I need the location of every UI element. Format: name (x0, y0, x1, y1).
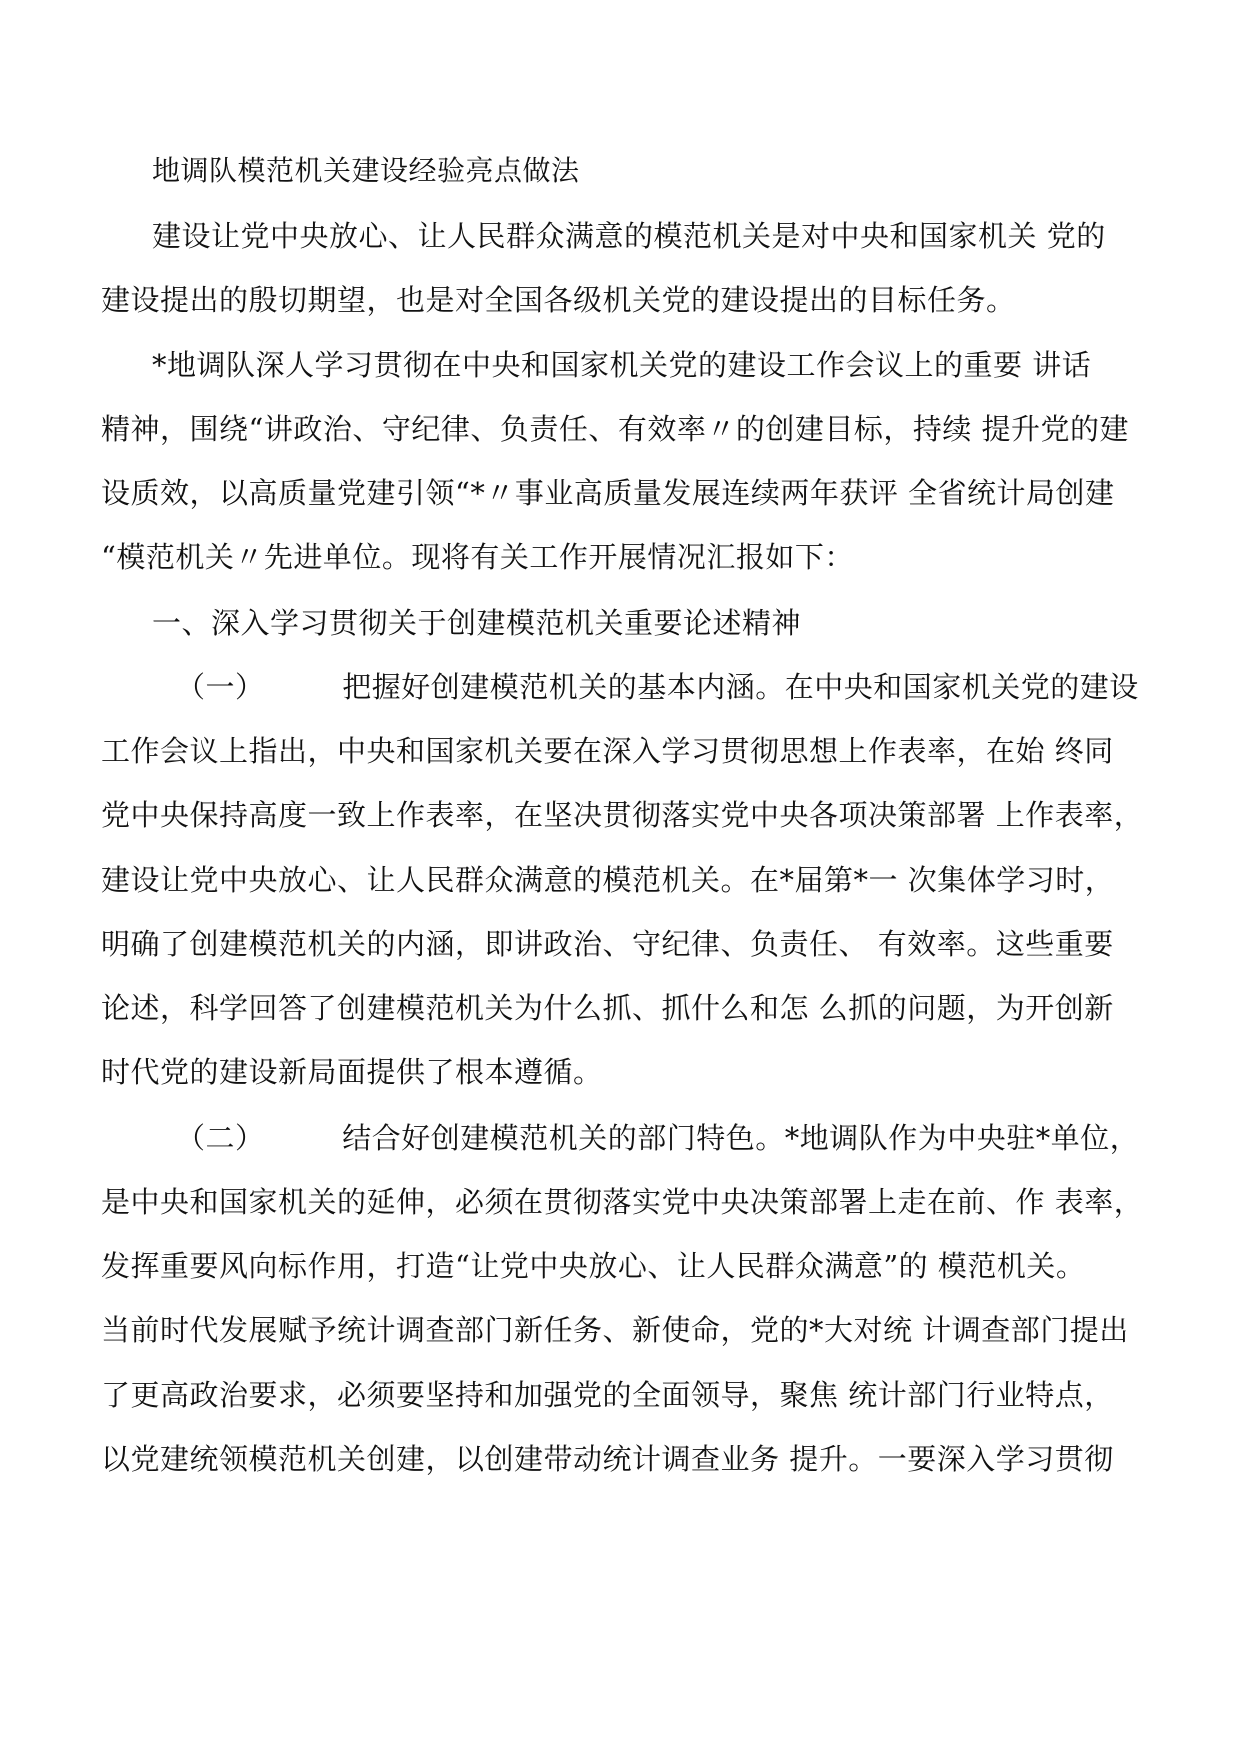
item-1-line-3: 党中央保持高度一致上作表率，在坚决贯彻落实党中央各项决策部署 上作表率， (101, 798, 1144, 832)
item-2-line-3: 发挥重要风向标作用，打造“让党中央放心、让人民群众满意”的 模范机关。 (101, 1249, 1086, 1283)
item-2-line-5: 了更高政治要求，必须要坚持和加强党的全面领导，聚焦 统计部门行业特点， (101, 1378, 1114, 1412)
item-2-line-2: 是中央和国家机关的延伸，必须在贯彻落实党中央决策部署上走在前、作 表率， (101, 1185, 1144, 1219)
summary-line-1: *地调队深人学习贯彻在中央和国家机关党的建设工作会议上的重要 讲话 (152, 348, 1092, 382)
item-1-line-4: 建设让党中央放心、让人民群众满意的模范机关。在*届第*一 次集体学习时， (101, 863, 1115, 897)
item-1-line-7: 时代党的建设新局面提供了根本遵循。 (101, 1055, 603, 1089)
item-2-line-4: 当前时代发展赋予统计调查部门新任务、新使命，党的*大对统 计调查部门提出 (101, 1313, 1129, 1347)
item-2-line-6: 以党建统领模范机关创建，以创建带动统计调查业务 提升。一要深入学习贯彻 (101, 1442, 1114, 1476)
intro-line-1: 建设让党中央放心、让人民群众满意的模范机关是对中央和国家机关 党的 (152, 219, 1106, 253)
item-2-line-1: （二） 结合好创建模范机关的部门特色。*地调队作为中央驻*单位， (176, 1121, 1140, 1155)
intro-line-2: 建设提出的殷切期望，也是对全国各级机关党的建设提出的目标任务。 (101, 283, 1016, 317)
summary-line-4: “模范机关〃先进单位。现将有关工作开展情况汇报如下： (101, 540, 854, 574)
summary-line-3: 设质效，以高质量党建引领“*〃事业高质量发展连续两年获评 全省统计局创建 (101, 476, 1115, 510)
summary-line-2: 精神，围绕“讲政治、守纪律、负责任、有效率〃的创建目标，持续 提升党的建 (101, 412, 1130, 446)
item-1-line-1: （一） 把握好创建模范机关的基本内涵。在中央和国家机关党的建设 (176, 670, 1139, 704)
section-1-heading: 一、深入学习贯彻关于创建模范机关重要论述精神 (152, 606, 802, 640)
document-title: 地调队模范机关建设经验亮点做法 (152, 154, 580, 187)
item-1-line-2: 工作会议上指出，中央和国家机关要在深入学习贯彻思想上作表率，在始 终同 (101, 734, 1114, 768)
item-1-line-5: 明确了创建模范机关的内涵，即讲政治、守纪律、负责任、 有效率。这些重要 (101, 927, 1114, 961)
item-1-line-6: 论述，科学回答了创建模范机关为什么抓、抓什么和怎 么抓的问题，为开创新 (101, 991, 1114, 1025)
